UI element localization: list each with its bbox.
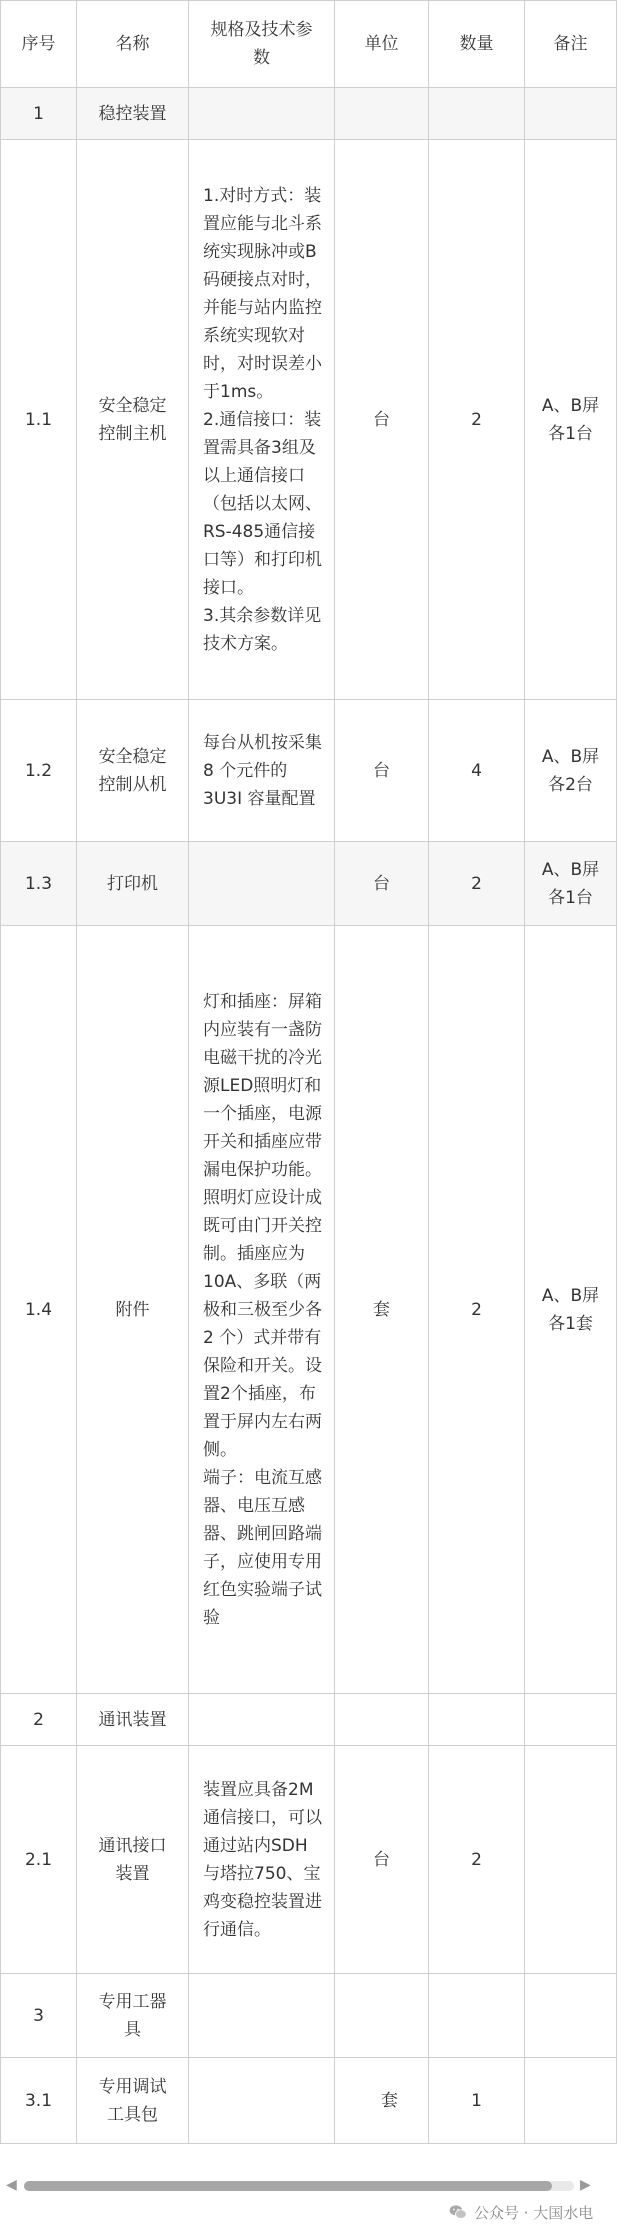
cell-unit <box>335 88 429 140</box>
cell-no: 3 <box>1 1974 77 2058</box>
cell-spec <box>189 2058 335 2144</box>
cell-name: 专用调试工具包 <box>77 2058 189 2144</box>
scrollbar-thumb[interactable] <box>24 2181 552 2191</box>
cell-remark <box>525 1694 617 1746</box>
cell-qty <box>429 1694 525 1746</box>
watermark <box>448 2200 593 2224</box>
cell-remark: A、B屏各2台 <box>525 700 617 842</box>
cell-qty: 2 <box>429 140 525 700</box>
cell-name: 附件 <box>77 926 189 1694</box>
cell-name: 专用工器具 <box>77 1974 189 2058</box>
cell-spec: 灯和插座：屏箱内应装有一盏防电磁干扰的冷光源LED照明灯和一个插座，电源开关和插座应带漏电保护功能。照明灯应设计成既可由门开关控制。插座应为10A、多联（两极和三极至少各 2 个）式并带有保险和开关。设置2个插座，布置于屏内左右两侧。 端子：电流互感器、电压互感器、跳闸回路端子，应使用专用红色实验端子试验 <box>189 926 335 1694</box>
cell-qty <box>429 1974 525 2058</box>
cell-qty: 1 <box>429 2058 525 2144</box>
cell-unit: 套 <box>335 926 429 1694</box>
cell-no: 1.1 <box>1 140 77 700</box>
cell-no: 1 <box>1 88 77 140</box>
scroll-left-arrow[interactable]: ◀ <box>6 2177 17 2193</box>
cell-no: 2.1 <box>1 1746 77 1974</box>
table-row <box>1 700 617 842</box>
cell-spec <box>189 88 335 140</box>
header-spec: 规格及技术参数 <box>189 1 335 88</box>
cell-unit: 套 <box>335 2058 429 2144</box>
cell-unit: 台 <box>335 842 429 926</box>
cell-unit <box>335 1694 429 1746</box>
cell-name: 安全稳定控制从机 <box>77 700 189 842</box>
cell-qty: 2 <box>429 842 525 926</box>
cell-remark <box>525 2058 617 2144</box>
cell-qty <box>429 88 525 140</box>
cell-no: 1.3 <box>1 842 77 926</box>
header-unit: 单位 <box>335 1 429 88</box>
cell-spec <box>189 1974 335 2058</box>
cell-unit: 台 <box>335 1746 429 1974</box>
cell-no: 3.1 <box>1 2058 77 2144</box>
cell-unit <box>335 1974 429 2058</box>
cell-unit: 台 <box>335 140 429 700</box>
cell-no: 1.4 <box>1 926 77 1694</box>
cell-name: 安全稳定控制主机 <box>77 140 189 700</box>
header-no: 序号 <box>1 1 77 88</box>
table-row <box>1 1974 617 2058</box>
cell-qty: 2 <box>429 1746 525 1974</box>
cell-unit: 台 <box>335 700 429 842</box>
cell-spec <box>189 1694 335 1746</box>
cell-name: 稳控装置 <box>77 88 189 140</box>
cell-spec: 每台从机按采集 8 个元件的 3U3I 容量配置 <box>189 700 335 842</box>
table-row <box>1 1746 617 1974</box>
cell-remark <box>525 1974 617 2058</box>
cell-remark: A、B屏各1台 <box>525 140 617 700</box>
table-row <box>1 88 617 140</box>
cell-spec <box>189 842 335 926</box>
table-row <box>1 140 617 700</box>
table-row <box>1 2058 617 2144</box>
cell-remark: A、B屏各1套 <box>525 926 617 1694</box>
table-row <box>1 1694 617 1746</box>
header-remark: 备注 <box>525 1 617 88</box>
cell-spec: 1.对时方式：装置应能与北斗系统实现脉冲或B码硬接点对时，并能与站内监控系统实现软对时，对时误差小于1ms。 2.通信接口：装置需具备3组及以上通信接口（包括以太网、RS-485通信接口等）和打印机接口。 3.其余参数详见技术方案。 <box>189 140 335 700</box>
cell-remark <box>525 88 617 140</box>
cell-qty: 4 <box>429 700 525 842</box>
cell-remark: A、B屏各1台 <box>525 842 617 926</box>
header-name: 名称 <box>77 1 189 88</box>
cell-name: 打印机 <box>77 842 189 926</box>
cell-no: 2 <box>1 1694 77 1746</box>
header-row <box>1 1 617 88</box>
cell-name: 通讯接口装置 <box>77 1746 189 1974</box>
scrollbar-track[interactable] <box>24 2181 574 2191</box>
cell-qty: 2 <box>429 926 525 1694</box>
cell-name: 通讯装置 <box>77 1694 189 1746</box>
scroll-right-arrow[interactable]: ▶ <box>580 2177 591 2193</box>
watermark-text: 公众号 · 大国水电 <box>474 2203 594 2222</box>
cell-no: 1.2 <box>1 700 77 842</box>
horizontal-scrollbar[interactable] <box>0 2170 616 2200</box>
cell-spec: 装置应具备2M通信接口，可以通过站内SDH与塔拉750、宝鸡变稳控装置进行通信。 <box>189 1746 335 1974</box>
table-row <box>1 926 617 1694</box>
cell-remark <box>525 1746 617 1974</box>
table-row <box>1 842 617 926</box>
wechat-icon <box>448 2202 468 2222</box>
header-qty: 数量 <box>429 1 525 88</box>
